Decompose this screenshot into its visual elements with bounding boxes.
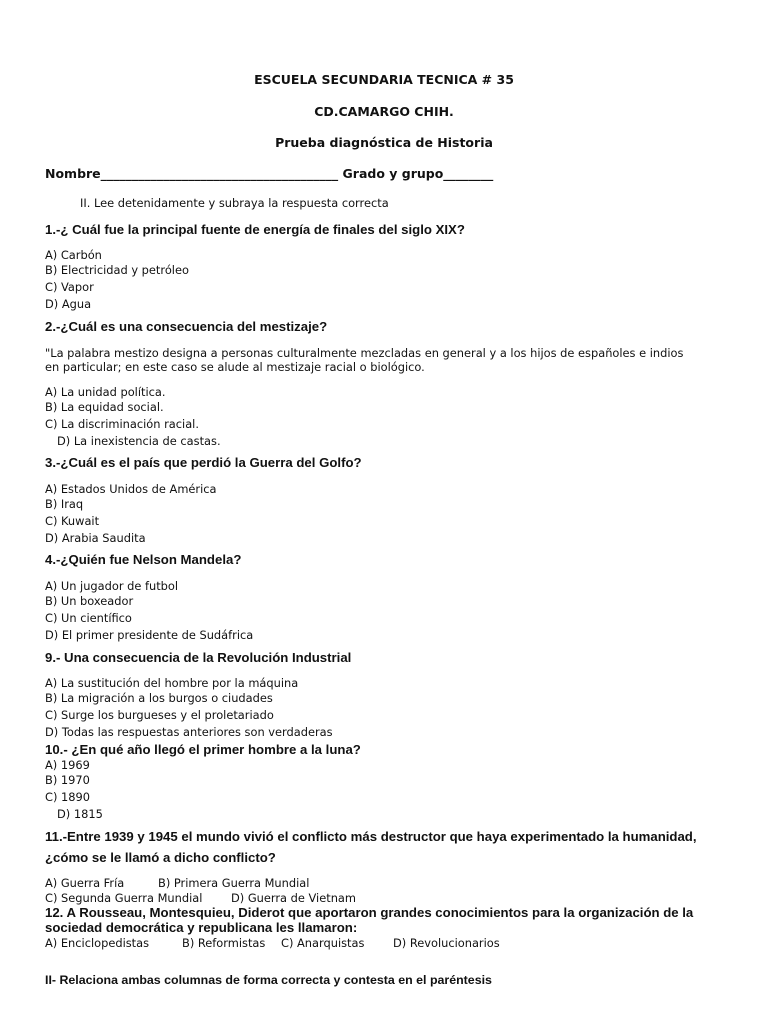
q1-option-b[interactable]: B) Electricidad y petróleo	[45, 263, 189, 277]
q10-option-b[interactable]: B) 1970	[45, 773, 90, 787]
q12-option-d[interactable]: D) Revolucionarios	[393, 936, 500, 950]
q11-option-b[interactable]: B) Primera Guerra Mundial	[158, 876, 310, 890]
q4-option-c[interactable]: C) Un científico	[45, 611, 132, 625]
q3-option-a[interactable]: A) Estados Unidos de América	[45, 482, 217, 496]
q9-option-a[interactable]: A) La sustitución del hombre por la máquina	[45, 676, 299, 690]
question-3: 3.-¿Cuál es el país que perdió la Guerra del Golfo?	[45, 455, 362, 470]
q4-option-d[interactable]: D) El primer presidente de Sudáfrica	[45, 628, 254, 642]
question-4: 4.-¿Quién fue Nelson Mandela?	[45, 552, 242, 567]
q12-option-b[interactable]: B) Reformistas	[182, 936, 266, 950]
city-name: CD.CAMARGO CHIH.	[314, 104, 454, 119]
instruction: II. Lee detenidamente y subraya la respuesta correcta	[80, 196, 389, 210]
q3-option-b[interactable]: B) Iraq	[45, 497, 84, 511]
q10-option-a[interactable]: A) 1969	[45, 758, 90, 772]
question-10: 10.- ¿En qué año llegó el primer hombre a la luna?	[45, 742, 361, 757]
q10-option-c[interactable]: C) 1890	[45, 790, 91, 804]
question-11-line-1: 11.-Entre 1939 y 1945 el mundo vivió el conflicto más destructor que haya experimentado la humanidad,	[45, 829, 697, 844]
q2-quote-line-1: "La palabra mestizo designa a personas culturalmente mezcladas en general y a los hijos de españoles e indios	[45, 346, 684, 360]
q12-option-c[interactable]: C) Anarquistas	[281, 936, 365, 950]
q3-option-d[interactable]: D) Arabia Saudita	[45, 531, 146, 545]
name-grade-line: Nombre______________________________________ Grado y grupo________	[45, 166, 494, 181]
q10-option-d[interactable]: D) 1815	[57, 807, 103, 821]
q11-option-c[interactable]: C) Segunda Guerra Mundial	[45, 891, 203, 905]
section-2-heading: II- Relaciona ambas columnas de forma correcta y contesta en el paréntesis	[45, 973, 492, 987]
q11-option-d[interactable]: D) Guerra de Vietnam	[231, 891, 356, 905]
q9-option-d[interactable]: D) Todas las respuestas anteriores son verdaderas	[45, 725, 333, 739]
q1-option-c[interactable]: C) Vapor	[45, 280, 94, 294]
q4-option-b[interactable]: B) Un boxeador	[45, 594, 134, 608]
q11-option-a[interactable]: A) Guerra Fría	[45, 876, 125, 890]
q9-option-c[interactable]: C) Surge los burgueses y el proletariado	[45, 708, 274, 722]
q2-quote-line-2: en particular; en este caso se alude al mestizaje racial o biológico.	[45, 360, 425, 374]
question-9: 9.- Una consecuencia de la Revolución Industrial	[45, 650, 352, 665]
question-1: 1.-¿ Cuál fue la principal fuente de energía de finales del siglo XIX?	[45, 222, 465, 237]
q2-option-b[interactable]: B) La equidad social.	[45, 400, 164, 414]
q1-option-d[interactable]: D) Agua	[45, 297, 92, 311]
q4-option-a[interactable]: A) Un jugador de futbol	[45, 579, 179, 593]
question-11-line-2: ¿cómo se le llamó a dicho conflicto?	[45, 850, 276, 865]
q1-option-a[interactable]: A) Carbón	[45, 248, 102, 262]
exam-title: Prueba diagnóstica de Historia	[275, 135, 493, 150]
q2-option-c[interactable]: C) La discriminación racial.	[45, 417, 199, 431]
q2-option-a[interactable]: A) La unidad política.	[45, 385, 166, 399]
question-2: 2.-¿Cuál es una consecuencia del mestizaje?	[45, 319, 328, 334]
q12-option-a[interactable]: A) Enciclopedistas	[45, 936, 150, 950]
question-12-line-2: sociedad democrática y republicana les llamaron:	[45, 920, 358, 935]
school-name: ESCUELA SECUNDARIA TECNICA # 35	[254, 72, 514, 87]
q9-option-b[interactable]: B) La migración a los burgos o ciudades	[45, 691, 273, 705]
q2-option-d[interactable]: D) La inexistencia de castas.	[57, 434, 221, 448]
q3-option-c[interactable]: C) Kuwait	[45, 514, 100, 528]
question-12-line-1: 12. A Rousseau, Montesquieu, Diderot que aportaron grandes conocimientos para la organización de la	[45, 905, 694, 920]
